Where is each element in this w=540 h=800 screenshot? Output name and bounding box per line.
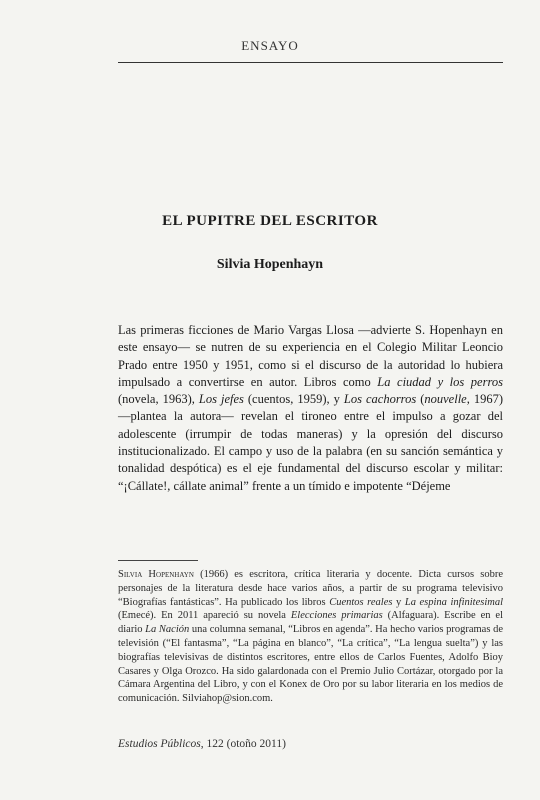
footnote-book-title: Cuentos reales	[329, 596, 393, 608]
genre-italic: nouvelle	[424, 392, 467, 407]
section-label: ENSAYO	[241, 38, 299, 53]
footnote-text: (Emecé). En 2011 apareció su novela	[118, 610, 291, 622]
book-title-italic: Los cachorros	[343, 392, 417, 407]
article-title: EL PUPITRE DEL ESCRITOR	[162, 213, 378, 229]
footnote-book-title: La espina infinitesimal	[404, 596, 503, 608]
body-text-segment: (	[416, 392, 425, 407]
abstract-paragraph	[118, 322, 503, 495]
book-title-italic: La ciudad y los perros	[377, 374, 503, 389]
body-text-segment: (novela, 1963),	[118, 392, 199, 407]
header-rule	[118, 62, 503, 63]
footnote-text: (1966) es escritora, crítica literaria y docente. Dicta cursos sobre personajes de la literatura desde hace varios años, a partir de su programa televisivo “Biografías fantásticas”. Ha publicado los libros	[118, 569, 504, 608]
body-paragraph	[118, 322, 503, 495]
footnote-newspaper-title: La Nación	[145, 624, 190, 636]
footnote-author-name: Silvia Hopenhayn	[118, 569, 194, 580]
journal-issue: , 122 (otoño 2011)	[200, 738, 286, 750]
author-footnote	[118, 568, 503, 706]
body-text-segment: Las primeras ficciones de Mario Vargas Llosa —advierte S. Hopenhayn en este ensayo— se nutren de su experiencia en el Colegio Militar Leoncio Prado entre 1950 y 1951, como si el discurso de la autoridad lo hubiera impulsado a convertirse en autor. Libros como	[118, 323, 503, 389]
body-text-segment: , 1967) —plantea la autora— revelan el tironeo entre el impulso a gozar del adolescente (irrumpir de todas maneras) y la opresión del discurso institucionalizado. El campo y uso de la palabra (en su sanción semántica y tonalidad despótica) es el eje fundamental del discurso escolar y militar: “¡Cállate!, cállate animal” frente a un tímido e impotente “Déjeme	[118, 392, 504, 493]
footnote-text: y	[392, 596, 405, 608]
footnote-text: (Alfaguara). Escribe en el diario	[118, 610, 503, 636]
footnote-rule	[118, 560, 198, 561]
book-title-italic: Los jefes	[198, 392, 244, 407]
body-text-segment: (cuentos, 1959), y	[243, 392, 344, 407]
footnote-book-title: Elecciones primarias	[290, 610, 383, 622]
footnote-text: una columna semanal, “Libros en agenda”. Ha hecho varios programas de televisión (“El fantasma”, “La página en blanco”, “La crítica”, “La lengua suelta”) y las biografías televisivas de distintos escritores, entre ellos de Carlos Fuentes, Adolfo Bioy Casares y Olga Orozco. Ha sido galardonada con el Premio Julio Cortázar, otorgado por la Cámara Argentina del Libro, y con el Konex de Oro por su labor literaria en los medios de comunicación. Silviahop@sion.com.	[118, 624, 503, 705]
article-author: Silvia Hopenhayn	[216, 257, 324, 272]
journal-name: Estudios Públicos	[118, 738, 201, 750]
journal-footer	[118, 738, 286, 750]
